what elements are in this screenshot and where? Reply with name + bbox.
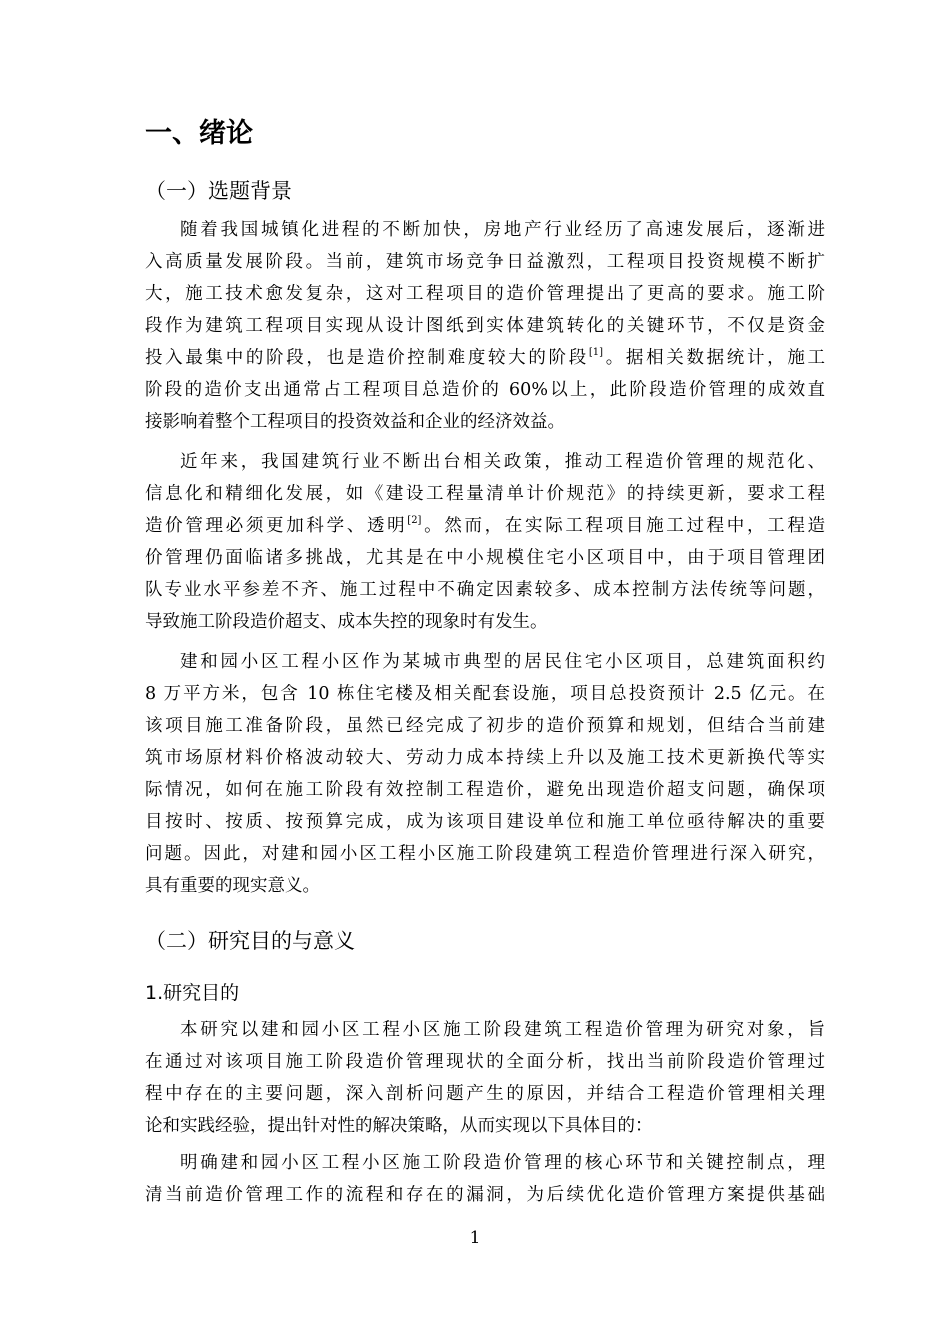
paragraph-background-1 bbox=[145, 214, 825, 438]
paragraph-line: 随着我国城镇化进程的不断加快，房地产行业经历了高速发展后，逐渐进 bbox=[180, 220, 825, 240]
paragraph-background-3 bbox=[145, 646, 825, 902]
paragraph-line: 问题。因此，对建和园小区工程小区施工阶段建筑工程造价管理进行深入研究， bbox=[145, 844, 825, 864]
paragraph-line: 本研究以建和园小区工程小区施工阶段建筑工程造价管理为研究对象，旨 bbox=[180, 1020, 825, 1040]
paragraph-line: 际情况，如何在施工阶段有效控制工程造价，避免出现造价超支问题，确保项 bbox=[145, 780, 825, 800]
citation-ref: [2] bbox=[407, 515, 422, 526]
line-text: 。据相关数据统计，施工 bbox=[603, 348, 826, 368]
paragraph-purpose-2 bbox=[145, 1147, 825, 1211]
paragraph-line: 该项目施工准备阶段，虽然已经完成了初步的造价预算和规划，但结合当前建 bbox=[145, 716, 825, 736]
paragraph-line: 段作为建筑工程项目实现从设计图纸到实体建筑转化的关键环节，不仅是资金 bbox=[145, 316, 825, 336]
paragraph-line: 队专业水平参差不齐、施工过程中不确定因素较多、成本控制方法传统等问题， bbox=[145, 580, 825, 600]
subsection-heading: 1.研究目的 bbox=[145, 982, 240, 1004]
paragraph-line: 8 万平方米，包含 10 栋住宅楼及相关配套设施，项目总投资预计 2.5 亿元。在 bbox=[145, 684, 825, 704]
page-number: 1 bbox=[469, 1228, 481, 1248]
paragraph-line: 建和园小区工程小区作为某城市典型的居民住宅小区项目，总建筑面积约 bbox=[180, 652, 825, 672]
paragraph-line: 在通过对该项目施工阶段造价管理现状的全面分析，找出当前阶段造价管理过 bbox=[145, 1052, 825, 1072]
paragraph-line: 明确建和园小区工程小区施工阶段造价管理的核心环节和关键控制点，理 bbox=[180, 1153, 825, 1173]
paragraph-line: 清当前造价管理工作的流程和存在的漏洞，为后续优化造价管理方案提供基础 bbox=[145, 1185, 825, 1205]
paragraph-line: 阶段的造价支出通常占工程项目总造价的 60%以上，此阶段造价管理的成效直 bbox=[145, 380, 825, 400]
paragraph-line: 信息化和精细化发展，如《建设工程量清单计价规范》的持续更新，要求工程 bbox=[145, 484, 825, 504]
paragraph-line bbox=[145, 342, 825, 374]
paragraph-line: 筑市场原材料价格波动较大、劳动力成本持续上升以及施工技术更新换代等实 bbox=[145, 748, 825, 768]
paragraph-line: 大，施工技术愈发复杂，这对工程项目的造价管理提出了更高的要求。施工阶 bbox=[145, 284, 825, 304]
paragraph-line: 具有重要的现实意义。 bbox=[145, 876, 320, 896]
paragraph-line bbox=[145, 510, 825, 542]
paragraph-line: 论和实践经验，提出针对性的解决策略，从而实现以下具体目的： bbox=[145, 1116, 653, 1136]
paragraph-line: 入高质量发展阶段。当前，建筑市场竞争日益激烈，工程项目投资规模不断扩 bbox=[145, 252, 825, 272]
line-text: 造价管理必须更加科学、透明 bbox=[145, 516, 408, 536]
section-heading-purpose: （二）研究目的与意义 bbox=[145, 929, 355, 953]
line-text: 投入最集中的阶段，也是造价控制难度较大的阶段 bbox=[145, 348, 589, 368]
citation-ref: [1] bbox=[588, 347, 604, 358]
paragraph-line: 价管理仍面临诸多挑战，尤其是在中小规模住宅小区项目中，由于项目管理团 bbox=[145, 548, 825, 568]
paragraph-line: 接影响着整个工程项目的投资效益和企业的经济效益。 bbox=[145, 412, 565, 432]
paragraph-background-2 bbox=[145, 446, 825, 638]
paragraph-line: 目按时、按质、按预算完成，成为该项目建设单位和施工单位亟待解决的重要 bbox=[145, 812, 825, 832]
paragraph-line: 近年来，我国建筑行业不断出台相关政策，推动工程造价管理的规范化、 bbox=[180, 452, 825, 472]
section-heading-background: （一）选题背景 bbox=[145, 179, 292, 203]
line-text: 。然而，在实际工程项目施工过程中，工程造 bbox=[421, 516, 825, 536]
paragraph-line: 程中存在的主要问题，深入剖析问题产生的原因，并结合工程造价管理相关理 bbox=[145, 1084, 825, 1104]
paragraph-line: 导致施工阶段造价超支、成本失控的现象时有发生。 bbox=[145, 612, 548, 632]
chapter-heading: 一、绪论 bbox=[145, 118, 253, 149]
paragraph-purpose-1 bbox=[145, 1014, 825, 1142]
